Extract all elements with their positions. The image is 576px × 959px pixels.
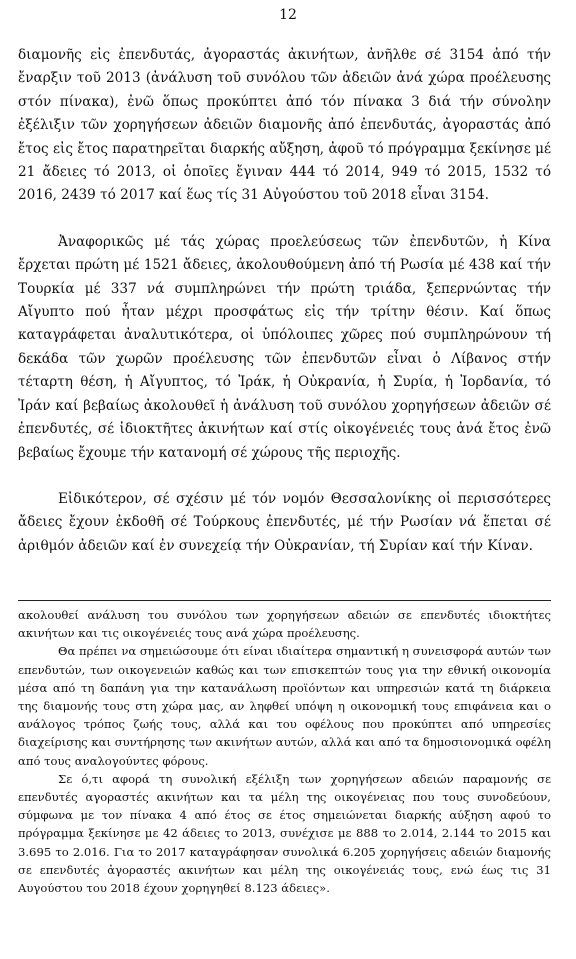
- footnote-paragraph: Θα πρέπει να σημειώσουμε ότι είναι ιδιαίτερα σημαντική η συνεισφορά αυτών των επενδυτών, των οικογενειών καθώς και των επισκεπτών τους για την εθνική οικονομία μέσα από τη δαπάνη για την κατανάλωση προϊόντων και υπηρεσιών κατά τη διάρκεια της διαμονής τους στη χώρα μας, αν ληφθεί υπόψη η οικονομική τους επιφάνεια και ο ανάλογος τρόπος ζωής τους, αλλά και του οφέλους που προκύπτει από υπηρεσίες διαχείρισης και συντήρησης των ακινήτων αυτών, αλλά και από τα δημοσιονομικά οφέλη από τους αναλογούντες φόρους.: [18, 644, 551, 768]
- body-paragraph: Ἀναφορικῶς μέ τάς χώρας προελεύσεως τῶν ἐπενδυτῶν, ἡ Κίνα ἔρχεται πρώτη μέ 1521 ἄδειες, ἀκολουθούμενη ἀπό τή Ρωσία μέ 438 καί τήν Τουρκία μέ 337 νά συμπληρώνει τήν πρώτη τριάδα, ξεπερνώντας τήν Αἴγυπτο πού ἦταν μέχρι προσφάτως εἰς τήν τρίτην θέσιν. Καί ὅπως καταγράφεται ἀναλυτικότερα, οἱ ὑπόλοιπες χῶρες πού συμπληρώνουν τή δεκάδα τῶν χωρῶν προέλευσης τῶν ἐπενδυτῶν εἶναι ὁ Λίβανος στήν τέταρτη θέση, ἡ Αἴγυπτος, τό Ἰράκ, ἡ Οὐκρανία, ἡ Συρία, ἡ Ἰορδανία, τό Ἰράν καί βεβαίως ἀκολουθεῖ ἡ ἀνάλυση τοῦ συνόλου χορηγήσεων ἀδειῶν σέ ἐπενδυτές, σέ ἰδιοκτῆτες ἀκινήτων καί στίς οἰκογένειές τους ἀνά ἔτος ἐνῶ βεβαίως ἔχουμε τήν κατανομή σέ χώρους τῆς περιοχῆς.: [18, 233, 551, 461]
- main-text: [18, 44, 551, 558]
- body-paragraph: Εἰδικότερον, σέ σχέσιν μέ τόν νομόν Θεσσαλονίκης οἱ περισσότερες ἄδειες ἔχουν ἐκδοθῆ σέ Τούρκους ἐπενδυτές, μέ τήν Ρωσίαν νά ἕπεται σέ ἀριθμόν ἀδειῶν καί ἐν συνεχείᾳ τήν Οὐκρανίαν, τή Συρίαν καί τήν Κίναν.: [18, 490, 551, 554]
- footnote-separator: [18, 600, 551, 601]
- page-number: 12: [279, 7, 297, 23]
- body-paragraph: διαμονῆς εἰς ἐπενδυτάς, ἀγοραστάς ἀκινήτων, ἀνῆλθε σέ 3154 ἀπό τήν ἔναρξιν τοῦ 2013 (ἀνάλυση τοῦ συνόλου τῶν ἀδειῶν ἀνά χώρα προέλευσης στόν πίνακα), ἐνῶ ὅπως προκύπτει ἀπό τόν πίνακα 3 διά τήν σύνολην ἐξέλιξιν τῶν χορηγήσεων ἀδειῶν διαμονῆς ἀπό ἐπενδυτάς, ἀγοραστάς ἀπό ἔτος εἰς ἔτος παρατηρεῖται διαρκής αὔξηση, ἀφοῦ τό πρόγραμμα ξεκίνησε μέ 21 ἄδειες τό 2013, οἱ ὁποῖες ἔγιναν 444 τό 2014, 949 τό 2015, 1532 τό 2016, 2439 τό 2017 καί ἕως τίς 31 Αὐγούστου τοῦ 2018 εἶναι 3154.: [18, 47, 551, 204]
- footnotes: [18, 606, 551, 897]
- footnote-paragraph: ακολουθεί ανάλυση του συνόλου των χορηγήσεων αδειών σε επενδυτές ιδιοκτήτες ακινήτων και τις οικογένειές τους ανά χώρα προέλευσης.: [18, 608, 551, 641]
- footnote-paragraph: Σε ό,τι αφορά τη συνολική εξέλιξη των χορηγήσεων αδειών παραμονής σε επενδυτές αγοραστές ακινήτων και τα μέλη της οικογένειας που τους συνοδεύουν, σύμφωνα με τον πίνακα 4 από έτος σε έτος σημειώνεται διαρκής αύξηση αφού το πρόγραμμα ξεκίνησε με 42 άδειες το 2013, συνέχισε με 888 το 2.014, 2.144 το 2015 και 3.695 το 2.016. Για το 2017 καταγράφησαν συνολικά 6.205 χορηγήσεις αδειών διαμονής σε επενδυτές ἀγοραστές ακινήτων και μέλη της οικογένειάς τους, ενώ έως τις 31 Αυγούστου του 2018 έχουν χορηγηθεί 8.123 άδειες».: [18, 771, 551, 896]
